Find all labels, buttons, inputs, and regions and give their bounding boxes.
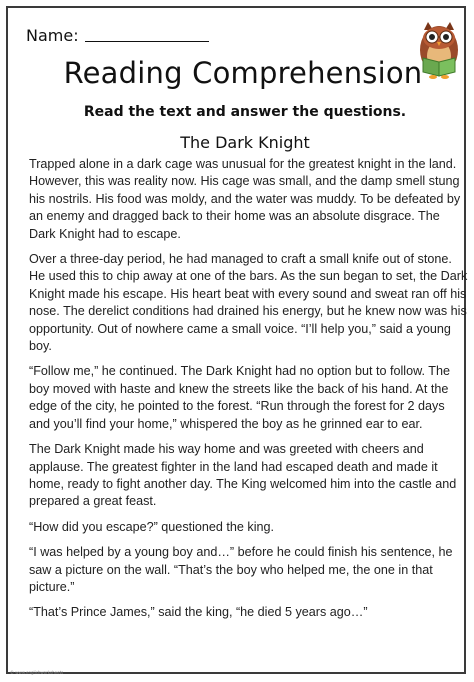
name-label: Name: xyxy=(26,26,79,45)
name-field-row xyxy=(26,26,209,45)
story-paragraph: “I was helped by a young boy and…” before he could finish his sentence, he saw a picture on the wall. “That’s the boy who helped me, the one in that picture.” xyxy=(29,545,453,594)
worksheet-page xyxy=(6,6,466,674)
story-paragraph: Over a three-day period, he had managed to craft a small knife out of stone. He used this to chip away at one of the bars. As the sun began to set, the Dark Knight made his escape. His heart beat with every sound and sweat ran off his nose. The derelict conditions had drained his energy, but he knew now was his opportunity. Out of nowhere came a small voice. “I’ll help you,” said a young boy. xyxy=(29,252,468,354)
story-paragraph: “How did you escape?” questioned the king. xyxy=(29,519,275,534)
story-paragraph: Trapped alone in a dark cage was unusual for the greatest knight in the land. However, this was reality now. His cage was small, and the damp smell stung his nostrils. His food was moldy, and the water was muddy. To be defeated by an enemy and dragged back to their home was an absolute disgrace. The Dark Knight had to escape. xyxy=(29,157,461,241)
instructions-text: Read the text and answer the questions. xyxy=(83,104,407,120)
story-paragraph: “Follow me,” he continued. The Dark Knight had no option but to follow. The boy moved with haste and knew the streets like the back of his hand. At the edge of the city, he pointed to the forest. “Run through the forest for 2 days and you’ll find your home,” whispered the boy as he grinned ear to ear. xyxy=(29,364,450,431)
story-paragraph: The Dark Knight made his way home and was greeted with cheers and applause. The greatest fighter in the land had escaped death and made it home, ready to fight another day. The King welcomed him into the castle and prepared a great feast. xyxy=(29,442,457,509)
name-blank-line[interactable] xyxy=(85,41,209,42)
page-title: Reading Comprehension xyxy=(63,56,423,90)
copyright-footer: © www.englishworksheets xyxy=(10,670,64,675)
story-body xyxy=(29,156,469,630)
story-paragraph: “That’s Prince James,” said the king, “he died 5 years ago…” xyxy=(29,605,368,620)
story-title: The Dark Knight xyxy=(180,133,310,152)
